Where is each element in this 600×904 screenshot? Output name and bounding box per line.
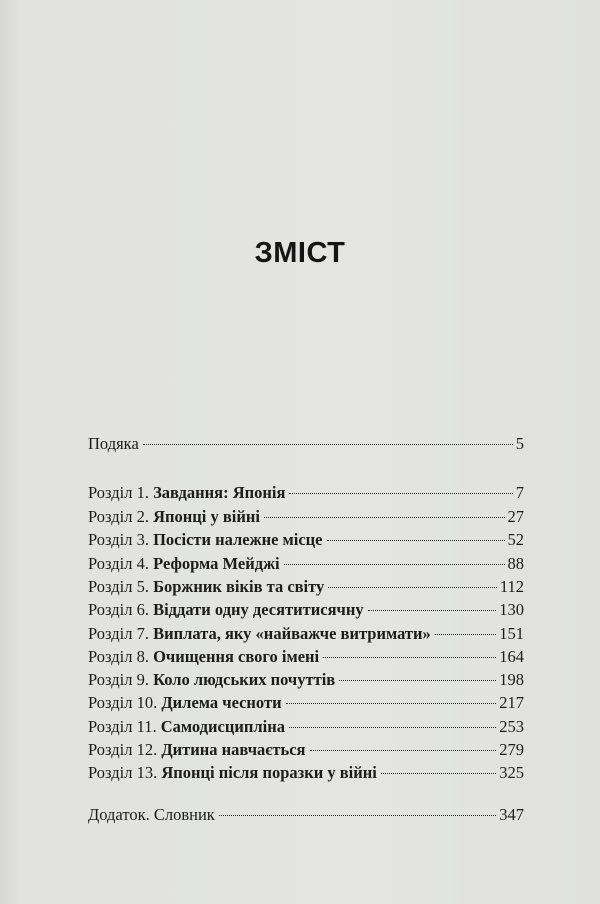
toc-chapter-title: Коло людських почуттів bbox=[153, 670, 336, 689]
toc-chapter-title: Посісти належне місце bbox=[153, 530, 323, 549]
toc-chapter-title: Японці після поразки у війні bbox=[161, 763, 377, 782]
dot-leader bbox=[289, 493, 512, 494]
toc-entry-text bbox=[88, 647, 319, 667]
dot-leader bbox=[310, 750, 497, 751]
toc-chapter-number: Розділ 6. bbox=[88, 600, 149, 619]
toc-page-number: 5 bbox=[515, 434, 524, 453]
dot-leader bbox=[328, 587, 497, 588]
toc-entry bbox=[88, 717, 524, 737]
dot-leader bbox=[381, 773, 496, 774]
toc-chapter-title: Самодисципліна bbox=[160, 717, 285, 736]
toc-chapter-number: Розділ 9. bbox=[88, 670, 149, 689]
toc-chapter-title: Боржник віків та світу bbox=[153, 577, 325, 596]
toc-chapter-title: Японці у війні bbox=[153, 507, 260, 526]
toc-entry-text bbox=[88, 600, 364, 620]
dot-leader bbox=[289, 727, 496, 728]
dot-leader bbox=[264, 517, 505, 518]
toc-entry bbox=[88, 670, 524, 690]
toc-entry-text bbox=[88, 530, 323, 550]
toc-entry bbox=[88, 763, 524, 783]
dot-leader bbox=[435, 634, 496, 635]
toc-chapter-number: Розділ 1. bbox=[88, 483, 149, 502]
toc-page-number: 88 bbox=[507, 554, 524, 573]
toc-page-number: 52 bbox=[507, 530, 524, 549]
toc-page-number: 325 bbox=[499, 763, 524, 782]
toc-page-number: 130 bbox=[499, 600, 524, 619]
toc-chapter-number: Розділ 10. bbox=[88, 693, 158, 712]
toc-entry-text bbox=[88, 717, 285, 737]
toc-page-number: 164 bbox=[499, 647, 524, 666]
toc-chapter-title: Реформа Мейджі bbox=[153, 554, 280, 573]
toc-entry-text bbox=[88, 763, 377, 783]
toc-entry-text bbox=[88, 740, 306, 760]
toc-chapter-title: Очищення свого імені bbox=[153, 647, 320, 666]
toc-entry bbox=[88, 624, 524, 644]
toc-chapter-number: Розділ 7. bbox=[88, 624, 149, 643]
toc-entry bbox=[88, 483, 524, 503]
toc-entry-label: Додаток. Словник bbox=[88, 805, 215, 824]
page-title: ЗМІСТ bbox=[254, 237, 346, 269]
toc-chapter-number: Розділ 11. bbox=[88, 717, 157, 736]
toc-page-number: 27 bbox=[507, 507, 524, 526]
dot-leader bbox=[286, 703, 497, 704]
toc-entry-text bbox=[88, 624, 431, 644]
toc-page-number: 151 bbox=[499, 624, 524, 643]
dot-leader bbox=[339, 680, 496, 681]
toc-entry bbox=[88, 693, 524, 713]
toc-entry-text bbox=[88, 507, 260, 527]
toc-chapter-title: Віддати одну десятитисячну bbox=[153, 600, 364, 619]
dot-leader bbox=[219, 815, 496, 816]
dot-leader bbox=[323, 657, 496, 658]
dot-leader bbox=[327, 540, 505, 541]
toc-entry bbox=[88, 530, 524, 550]
dot-leader bbox=[143, 444, 513, 445]
dot-leader bbox=[368, 610, 497, 611]
toc-entry-text bbox=[88, 483, 285, 503]
toc-entry bbox=[88, 647, 524, 667]
toc-entry-text bbox=[88, 670, 335, 690]
toc-entry bbox=[88, 805, 524, 825]
toc-entry bbox=[88, 434, 524, 454]
toc-chapter-number: Розділ 13. bbox=[88, 763, 158, 782]
toc-page-number: 279 bbox=[499, 740, 524, 759]
toc-chapter-number: Розділ 2. bbox=[88, 507, 149, 526]
toc-entry-label: Подяка bbox=[88, 434, 139, 453]
toc-chapter-number: Розділ 3. bbox=[88, 530, 149, 549]
toc-chapter-title: Дитина навчається bbox=[161, 740, 306, 759]
toc-page-number: 253 bbox=[499, 717, 524, 736]
toc-entry bbox=[88, 600, 524, 620]
toc-page-number: 112 bbox=[499, 577, 524, 596]
toc-entry-text bbox=[88, 805, 215, 825]
toc-entry-text bbox=[88, 434, 139, 454]
toc-chapter-title: Дилема чесноти bbox=[161, 693, 282, 712]
toc-chapter-number: Розділ 5. bbox=[88, 577, 149, 596]
toc-entry-text bbox=[88, 577, 324, 597]
toc-entry bbox=[88, 507, 524, 527]
toc-chapter-title: Завдання: Японія bbox=[153, 483, 286, 502]
toc-page-number: 198 bbox=[499, 670, 524, 689]
dot-leader bbox=[284, 564, 505, 565]
toc-entry bbox=[88, 554, 524, 574]
toc-page-number: 217 bbox=[499, 693, 524, 712]
toc-entry bbox=[88, 577, 524, 597]
toc-chapter-number: Розділ 12. bbox=[88, 740, 158, 759]
toc-entry bbox=[88, 740, 524, 760]
toc-entry-text bbox=[88, 554, 280, 574]
toc-chapter-number: Розділ 8. bbox=[88, 647, 149, 666]
toc-chapter-title: Виплата, яку «найважче витримати» bbox=[153, 624, 431, 643]
toc-entry-text bbox=[88, 693, 282, 713]
toc-page-number: 7 bbox=[515, 483, 524, 502]
toc-chapter-number: Розділ 4. bbox=[88, 554, 149, 573]
toc-page-number: 347 bbox=[499, 805, 524, 824]
